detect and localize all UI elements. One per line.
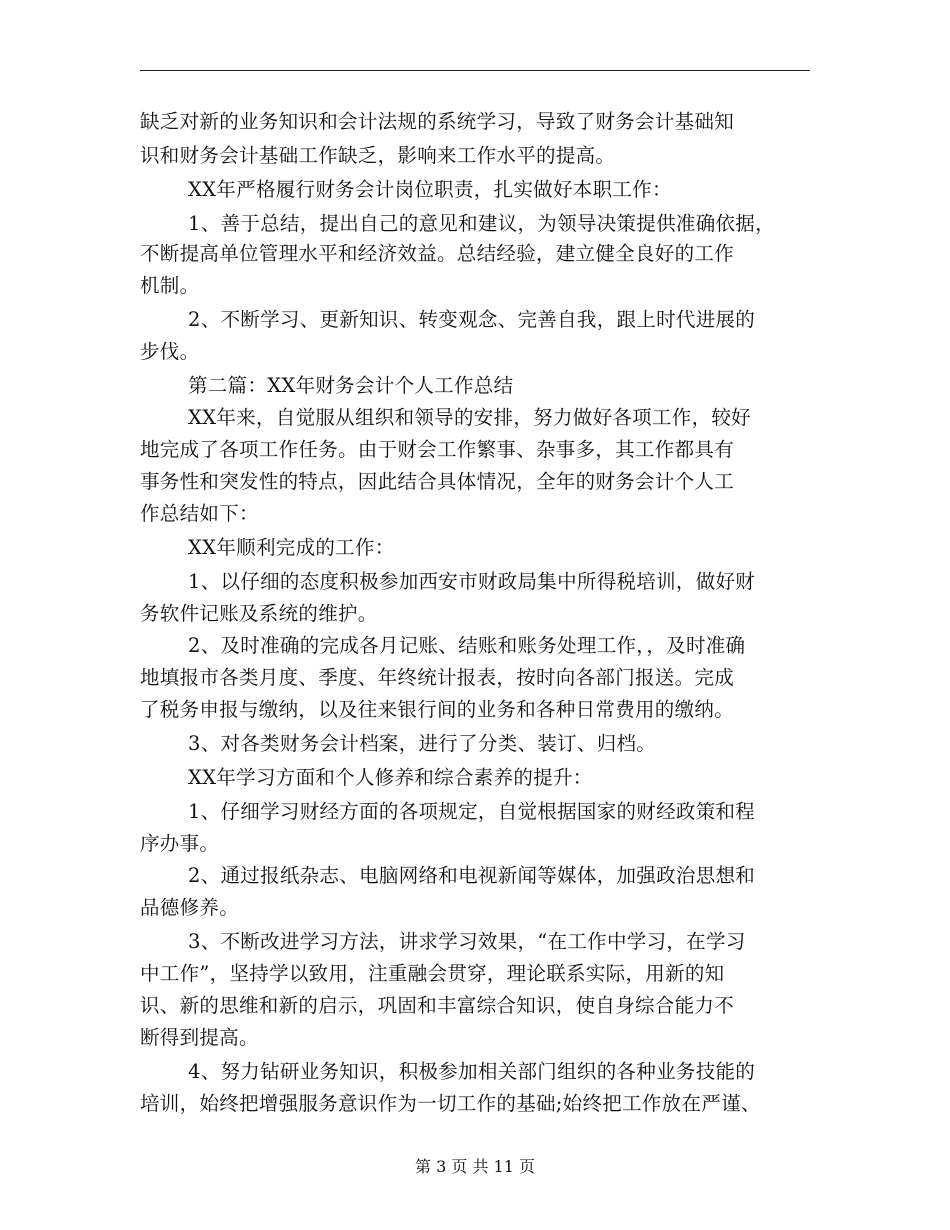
text-line: 4、努力钻研业务知识，积极参加相关部门组织的各种业务技能的 bbox=[188, 1060, 756, 1083]
text-line: 序办事。 bbox=[140, 832, 220, 855]
text-line: 1、以仔细的态度积极参加西安市财政局集中所得税培训，做好财 bbox=[188, 570, 756, 593]
text-line: 2、不断学习、更新知识、转变观念、完善自我，跟上时代进展的 bbox=[188, 308, 756, 331]
text-line: 机制。 bbox=[140, 274, 200, 297]
text-line: 缺乏对新的业务知识和会计法规的系统学习，导致了财务会计基础知 bbox=[140, 110, 735, 133]
text-line: 断得到提高。 bbox=[140, 1026, 259, 1049]
text-line: XX年顺利完成的工作： bbox=[188, 536, 395, 559]
text-line: 培训，始终把增强服务意识作为一切工作的基础;始终把工作放在严谨、 bbox=[140, 1092, 761, 1115]
page-number: 第 3 页 共 11 页 bbox=[415, 1157, 535, 1176]
text-line: 地完成了各项工作任务。由于财会工作繁事、杂事多，其工作都具有 bbox=[140, 438, 735, 461]
text-line: 2、及时准确的完成各月记账、结账和账务处理工作，，及时准确 bbox=[188, 634, 746, 657]
text-line: 不断提高单位管理水平和经济效益。总结经验，建立健全良好的工作 bbox=[140, 242, 735, 265]
text-line: 识和财务会计基础工作缺乏，影响来工作水平的提高。 bbox=[140, 144, 616, 167]
text-line: 步伐。 bbox=[140, 340, 200, 363]
text-line: XX年来，自觉服从组织和领导的安排，努力做好各项工作，较好 bbox=[188, 406, 751, 429]
text-line: 3、对各类财务会计档案，进行了分类、装订、归档。 bbox=[188, 732, 657, 755]
text-line: 3、不断改进学习方法，讲求学习效果，“在工作中学习，在学习 bbox=[188, 930, 746, 953]
text-line: 1、仔细学习财经方面的各项规定，自觉根据国家的财经政策和程 bbox=[188, 800, 756, 823]
text-line: 品德修养。 bbox=[140, 896, 240, 919]
text-line: XX年严格履行财务会计岗位职责，扎实做好本职工作： bbox=[188, 178, 672, 201]
text-line: 了税务申报与缴纳，以及往来银行间的业务和各种日常费用的缴纳。 bbox=[140, 698, 735, 721]
text-line: 中工作”，坚持学以致用，注重融会贯穿，理论联系实际，用新的知 bbox=[140, 962, 725, 985]
text-line: 作总结如下： bbox=[140, 502, 259, 525]
text-line: XX年学习方面和个人修养和综合素养的提升： bbox=[188, 766, 593, 789]
text-line: 识、新的思维和新的启示，巩固和丰富综合知识，使自身综合能力不 bbox=[140, 994, 735, 1017]
section-heading: 第二篇：XX年财务会计个人工作总结 bbox=[188, 374, 514, 397]
text-line: 2、通过报纸杂志、电脑网络和电视新闻等媒体，加强政治思想和 bbox=[188, 864, 756, 887]
text-line: 地填报市各类月度、季度、年终统计报表，按时向各部门报送。完成 bbox=[140, 666, 735, 689]
text-line: 1、善于总结，提出自己的意见和建议，为领导决策提供准确依据， bbox=[188, 212, 775, 235]
text-line: 事务性和突发性的特点，因此结合具体情况，全年的财务会计个人工 bbox=[140, 470, 735, 493]
text-line: 务软件记账及系统的维护。 bbox=[140, 602, 378, 625]
header-rule bbox=[140, 70, 810, 71]
